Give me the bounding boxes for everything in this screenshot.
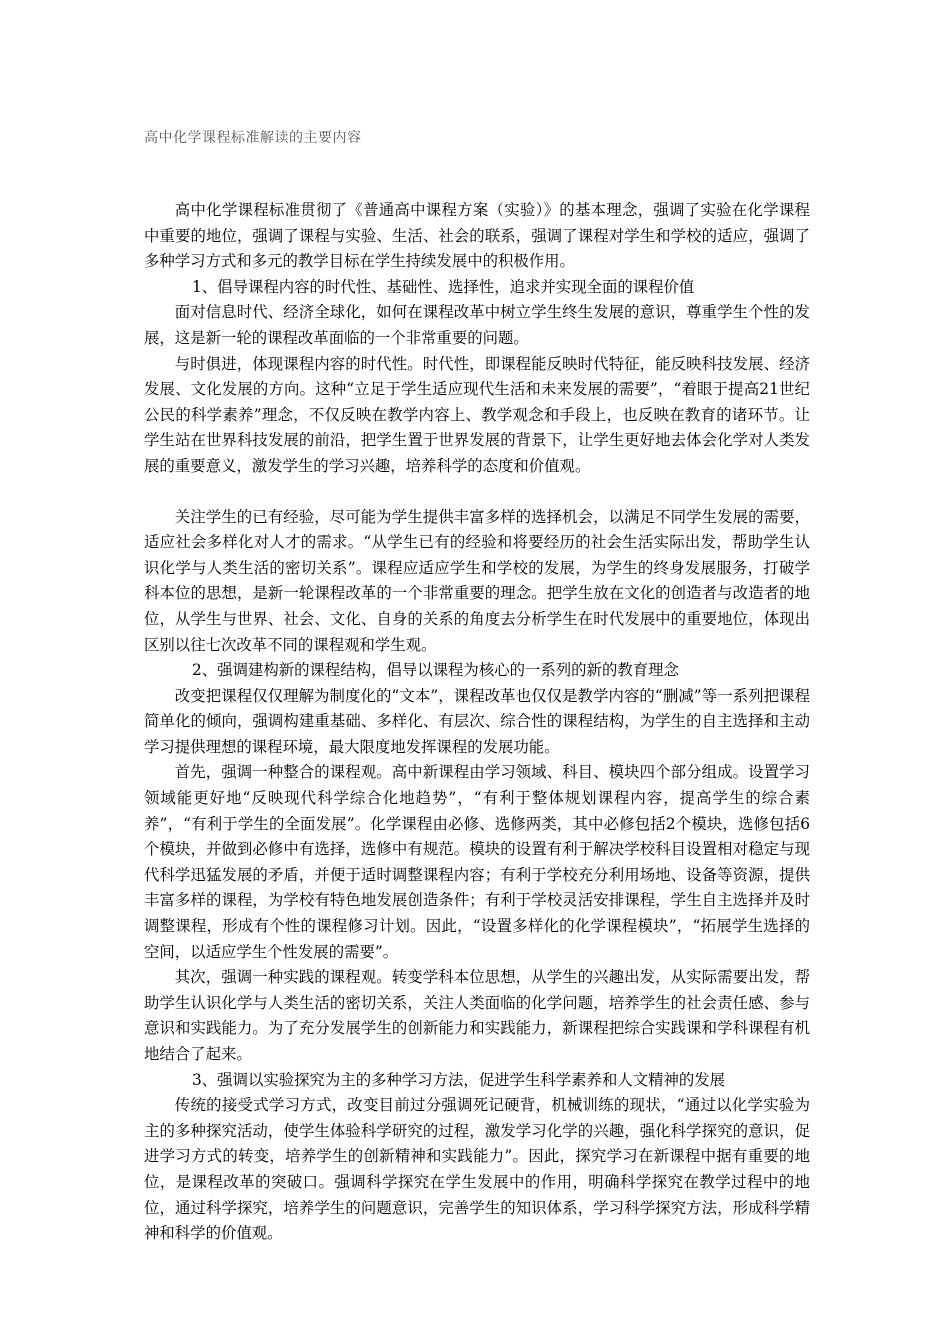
body-paragraph: 首先，强调一种整合的课程观。高中新课程由学习领域、科目、模块四个部分组成。设置学习领域能更好地“反映现代科学综合化地趋势”，“有利于整体规划课程内容，提高学生的综合素养”，“有利于学生的全面发展”。化学课程由必修、选修两类，其中必修包括2个模块，选修包括6个模块，并做到必修中有选择，选修中有规范。模块的设置有利于解决学校科目设置相对稳定与现代科学迅猛发展的矛盾，并便于适时调整课程内容；有利于学校充分利用场地、设备等资源，提供丰富多样的课程，为学校有特色地发展创造条件；有利于学校灵活安排课程，学生自主选择并及时调整课程，形成有个性的课程修习计划。因此，“设置多样化的化学课程模块”，“拓展学生选择的空间，以适应学生个性发展的需要”。 xyxy=(144,763,810,961)
body-paragraph: 传统的接受式学习方式，改变目前过分强调死记硬背，机械训练的现状，“通过以化学实验为主的多种探究活动，使学生体验科学研究的过程，激发学习化学的兴趣，强化科学探究的意识，促进学习方式的转变，培养学生的创新精神和实践能力”。因此，探究学习在新课程中据有重要的地位，是课程改革的突破口。强调科学探究在学生发展中的作用，明确科学探究在教学过程中的地位，通过科学探究，培养学生的问题意识，完善学生的知识体系，学习科学探究方法，形成科学精神和科学的价值观。 xyxy=(144,1096,810,1243)
document-body xyxy=(144,198,810,1247)
section-heading-1: 1、倡导课程内容的时代性、基础性、选择性，追求并实现全面的课程价值 xyxy=(192,277,695,296)
body-paragraph: 面对信息时代、经济全球化，如何在课程改革中树立学生终生发展的意识，尊重学生个性的发展，这是新一轮的课程改革面临的一个非常重要的问题。 xyxy=(144,303,810,347)
body-paragraph: 关注学生的已有经验，尽可能为学生提供丰富多样的选择机会，以满足不同学生发展的需要，适应社会多样化对人才的需求。“从学生已有的经验和将要经历的社会生活实际出发，帮助学生认识化学与人类生活的密切关系”。课程应适应学生和学校的发展，为学生的终身发展服务，打破学科本位的思想，是新一轮课程改革的一个非常重要的理念。把学生放在文化的创造者与改造者的地位，从学生与世界、社会、文化、自身的关系的角度去分析学生在时代发展中的重要地位，体现出区别以往七次改革不同的课程观和学生观。 xyxy=(144,507,810,654)
body-paragraph: 与时俱进，体现课程内容的时代性。时代性，即课程能反映时代特征，能反映科技发展、经济发展、文化发展的方向。这种“立足于学生适应现代生活和未来发展的需要”，“着眼于提高21世纪公民的科学素养”理念，不仅反映在教学内容上、教学观念和手段上，也反映在教育的诸环节。让学生站在世界科技发展的前沿，把学生置于世界发展的背景下，让学生更好地去体会化学对人类发展的重要意义，激发学生的学习兴趣，培养科学的态度和价值观。 xyxy=(144,354,810,475)
intro-paragraph: 高中化学课程标准贯彻了《普通高中课程方案（实验）》的基本理念，强调了实验在化学课程中重要的地位，强调了课程与实验、生活、社会的联系，强调了课程对学生和学校的适应，强调了多种学习方式和多元的教学目标在学生持续发展中的积极作用。 xyxy=(144,201,810,271)
body-paragraph: 其次，强调一种实践的课程观。转变学科本位思想，从学生的兴趣出发，从实际需要出发，帮助学生认识化学与人类生活的密切关系，关注人类面临的化学问题，培养学生的社会责任感、参与意识和实践能力。为了充分发展学生的创新能力和实践能力，新课程把综合实践课和学科课程有机地结合了起来。 xyxy=(144,968,810,1063)
body-paragraph: 改变把课程仅仅理解为制度化的“文本”，课程改革也仅仅是教学内容的“删减”等一系列把课程简单化的倾向，强调构建重基础、多样化、有层次、综合性的课程结构，为学生的自主选择和主动学习提供理想的课程环境，最大限度地发挥课程的发展功能。 xyxy=(144,686,810,756)
section-heading-2: 2、强调建构新的课程结构，倡导以课程为核心的一系列的新的教育理念 xyxy=(192,661,679,680)
document-title: 高中化学课程标准解读的主要内容 xyxy=(144,130,362,146)
section-heading-3: 3、强调以实验探究为主的多种学习方法，促进学生科学素养和人文精神的发展 xyxy=(192,1070,726,1089)
